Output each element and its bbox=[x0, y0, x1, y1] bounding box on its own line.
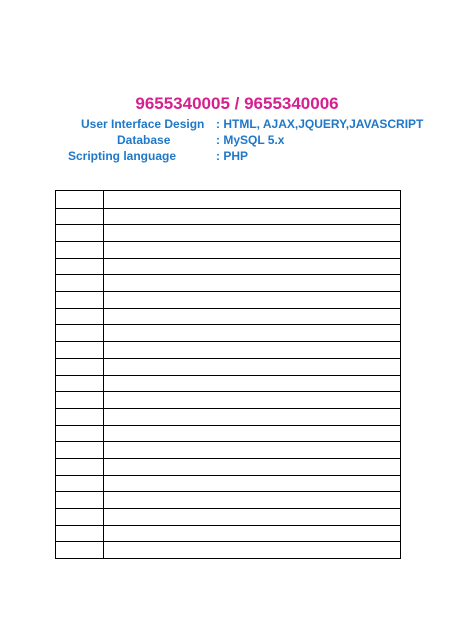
spec-value-ui-design: : HTML, AJAX,JQUERY,JAVASCRIPT bbox=[216, 117, 424, 131]
spec-value-scripting: : PHP bbox=[216, 149, 249, 163]
grid-row-divider bbox=[56, 391, 400, 392]
grid-row-divider bbox=[56, 308, 400, 309]
grid-row-divider bbox=[56, 208, 400, 209]
blank-grid-table bbox=[55, 190, 401, 559]
spec-label-ui-design: User Interface Design bbox=[81, 117, 205, 131]
grid-row-divider bbox=[56, 458, 400, 459]
grid-row-divider bbox=[56, 341, 400, 342]
spec-label-scripting: Scripting language bbox=[68, 149, 177, 163]
grid-row-divider bbox=[56, 274, 400, 275]
grid-row-divider bbox=[56, 375, 400, 376]
grid-row-divider bbox=[56, 224, 400, 225]
grid-row-divider bbox=[56, 291, 400, 292]
grid-row-divider bbox=[56, 358, 400, 359]
grid-row-divider bbox=[56, 491, 400, 492]
grid-row-divider bbox=[56, 324, 400, 325]
grid-row-divider bbox=[56, 441, 400, 442]
grid-row-divider bbox=[56, 258, 400, 259]
spec-label-database: Database bbox=[117, 133, 171, 147]
grid-row-divider bbox=[56, 525, 400, 526]
grid-row-divider bbox=[56, 425, 400, 426]
phone-numbers: 9655340005 / 9655340006 bbox=[135, 94, 339, 113]
spec-value-database: : MySQL 5.x bbox=[216, 133, 285, 147]
grid-row-divider bbox=[56, 541, 400, 542]
grid-row-divider bbox=[56, 475, 400, 476]
grid-row-divider bbox=[56, 241, 400, 242]
grid-row-divider bbox=[56, 508, 400, 509]
grid-row-divider bbox=[56, 408, 400, 409]
